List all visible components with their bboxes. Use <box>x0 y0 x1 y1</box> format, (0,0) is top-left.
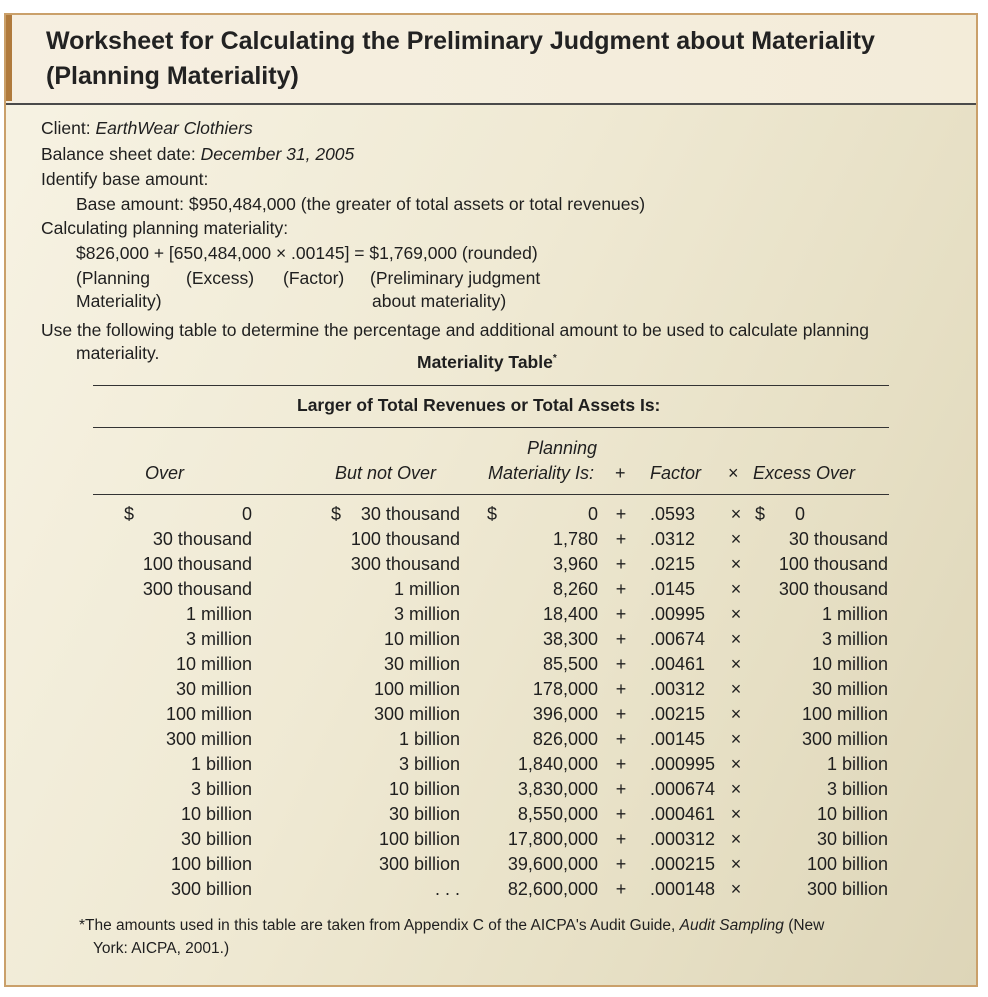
cell-factor: .00674 <box>650 629 706 649</box>
cell-plus: + <box>615 854 627 874</box>
col-header-plus: + <box>615 463 626 483</box>
cell-planning: 18,400 <box>542 604 598 624</box>
worksheet-title-line-2: (Planning Materiality) <box>46 62 299 90</box>
cell-plus: + <box>615 679 627 699</box>
cell-plus: + <box>615 829 627 849</box>
cell-excess: 300 thousand <box>778 579 888 599</box>
cell-factor: .00461 <box>650 654 706 674</box>
cell-factor: .0593 <box>650 504 696 524</box>
cell-factor: .0312 <box>650 529 696 549</box>
cell-planning: 8,260 <box>552 579 598 599</box>
cell-plus: + <box>615 504 627 524</box>
col-header-over: Over <box>145 463 185 483</box>
cell-over: 30 million <box>175 679 252 699</box>
col-header-excess-over: Excess Over <box>753 463 856 483</box>
cell-but: 300 thousand <box>350 554 460 574</box>
cell-but: 300 million <box>373 704 460 724</box>
cell-times: × <box>730 704 742 724</box>
cell-but: 100 thousand <box>350 529 460 549</box>
cell-plus: + <box>615 529 627 549</box>
col-header-but-not-over: But not Over <box>335 463 437 483</box>
identify-base-heading: Identify base amount: <box>41 169 209 189</box>
cell-plus: + <box>615 729 627 749</box>
cell-times: × <box>730 529 742 549</box>
cell-planning: 3,830,000 <box>517 779 598 799</box>
cell-over-sym: $ <box>124 504 135 524</box>
worksheet-title-line-1: Worksheet for Calculating the Preliminary Judgment about Materiality <box>46 27 875 55</box>
cell-excess: 10 million <box>811 654 888 674</box>
footnote-book-title: Audit Sampling <box>679 917 784 934</box>
col-header-factor: Factor <box>650 463 702 483</box>
cell-excess: 100 million <box>801 704 888 724</box>
cell-excess: 30 thousand <box>788 529 888 549</box>
cell-over: 3 million <box>185 629 252 649</box>
formula-label-excess: (Excess) <box>186 268 255 288</box>
materiality-table-title <box>417 354 557 372</box>
cell-plus: + <box>615 879 627 899</box>
cell-but: 3 billion <box>398 754 460 774</box>
cell-times: × <box>730 629 742 649</box>
cell-plus: + <box>615 804 627 824</box>
cell-but: . . . <box>434 879 460 899</box>
cell-but: 10 million <box>383 629 460 649</box>
cell-plus: + <box>615 604 627 624</box>
cell-excess: 30 million <box>811 679 888 699</box>
formula-label-factor: (Factor) <box>283 268 345 288</box>
cell-planning: 1,780 <box>552 529 598 549</box>
cell-but: 10 billion <box>388 779 460 799</box>
formula-label-prelim-2: about materiality) <box>372 291 507 311</box>
cell-over: 10 million <box>175 654 252 674</box>
cell-plus: + <box>615 704 627 724</box>
cell-planning: 39,600,000 <box>507 854 598 874</box>
table-group-header: Larger of Total Revenues or Total Assets Is: <box>297 395 661 415</box>
formula-label-planning: (Planning <box>76 268 150 288</box>
cell-plus: + <box>615 654 627 674</box>
cell-times: × <box>730 604 742 624</box>
cell-times: × <box>730 679 742 699</box>
cell-over: 1 million <box>185 604 252 624</box>
col-header-planning-1: Planning <box>527 438 598 458</box>
cell-planning: 0 <box>587 504 598 524</box>
cell-times: × <box>730 829 742 849</box>
cell-times: × <box>730 654 742 674</box>
cell-planning: 85,500 <box>542 654 598 674</box>
cell-factor: .000148 <box>650 879 716 899</box>
cell-excess: 300 million <box>801 729 888 749</box>
cell-over: 3 billion <box>190 779 252 799</box>
date-label: Balance sheet date: <box>41 144 201 164</box>
cell-plus: + <box>615 629 627 649</box>
cell-planning: 8,550,000 <box>517 804 598 824</box>
footnote-text-c: (New <box>783 917 825 934</box>
cell-times: × <box>730 779 742 799</box>
cell-factor: .000674 <box>650 779 716 799</box>
cell-plus: + <box>615 779 627 799</box>
cell-over: 30 thousand <box>152 529 252 549</box>
cell-but: 30 million <box>383 654 460 674</box>
cell-but-sym: $ <box>331 504 342 524</box>
cell-factor: .000312 <box>650 829 716 849</box>
cell-times: × <box>730 729 742 749</box>
cell-over: 100 million <box>165 704 252 724</box>
base-amount-line: Base amount: $950,484,000 (the greater of total assets or total revenues) <box>76 194 646 214</box>
cell-excess: 10 billion <box>816 804 888 824</box>
cell-excess: 3 billion <box>826 779 888 799</box>
cell-over: 30 billion <box>180 829 252 849</box>
col-header-planning-2: Materiality Is: <box>488 463 595 483</box>
cell-factor: .0145 <box>650 579 696 599</box>
table-header-rule <box>93 494 889 495</box>
cell-excess: 30 billion <box>816 829 888 849</box>
cell-excess: 1 billion <box>826 754 888 774</box>
cell-over: 300 thousand <box>142 579 252 599</box>
instruction-line-1: Use the following table to determine the percentage and additional amount to be used to calculate planning <box>41 320 869 340</box>
cell-but: 3 million <box>393 604 460 624</box>
cell-planning: 3,960 <box>552 554 598 574</box>
calc-heading: Calculating planning materiality: <box>41 218 289 238</box>
cell-factor: .000995 <box>650 754 716 774</box>
cell-planning: 826,000 <box>532 729 598 749</box>
cell-but: 30 billion <box>388 804 460 824</box>
cell-but: 1 million <box>393 579 460 599</box>
cell-factor: .000215 <box>650 854 716 874</box>
table-group-rule <box>93 427 889 428</box>
cell-times: × <box>730 879 742 899</box>
col-header-times: × <box>728 463 739 483</box>
cell-excess: 0 <box>794 504 805 524</box>
cell-but: 100 billion <box>378 829 460 849</box>
instruction-line-2: materiality. <box>76 343 160 363</box>
cell-excess-sym: $ <box>755 504 766 524</box>
cell-excess: 3 million <box>821 629 888 649</box>
table-top-rule <box>93 385 889 386</box>
cell-planning: 1,840,000 <box>517 754 598 774</box>
cell-factor: .00145 <box>650 729 706 749</box>
footnote-line-2: York: AICPA, 2001.) <box>93 940 230 957</box>
cell-planning: 178,000 <box>532 679 598 699</box>
footnote-line-1 <box>79 918 824 934</box>
title-band <box>6 15 976 105</box>
cell-plus: + <box>615 579 627 599</box>
cell-excess: 300 billion <box>806 879 888 899</box>
cell-times: × <box>730 554 742 574</box>
cell-but: 300 billion <box>378 854 460 874</box>
formula-label-planning-2: Materiality) <box>76 291 162 311</box>
client-name: EarthWear Clothiers <box>95 118 253 138</box>
cell-factor: .00995 <box>650 604 706 624</box>
cell-factor: .0215 <box>650 554 696 574</box>
cell-but: 1 billion <box>398 729 460 749</box>
cell-times: × <box>730 854 742 874</box>
cell-times: × <box>730 579 742 599</box>
cell-plan-sym: $ <box>487 504 498 524</box>
cell-over: 100 thousand <box>142 554 252 574</box>
cell-excess: 1 million <box>821 604 888 624</box>
cell-excess: 100 thousand <box>778 554 888 574</box>
footnote-text-a: *The amounts used in this table are taken from Appendix C of the AICPA's Audit Guide, <box>79 917 680 934</box>
cell-planning: 396,000 <box>532 704 598 724</box>
cell-over: 10 billion <box>180 804 252 824</box>
cell-times: × <box>730 804 742 824</box>
client-label: Client: <box>41 118 96 138</box>
date-line <box>41 146 354 164</box>
client-line <box>41 120 253 138</box>
cell-plus: + <box>615 554 627 574</box>
cell-factor: .000461 <box>650 804 716 824</box>
cell-times: × <box>730 504 742 524</box>
balance-sheet-date: December 31, 2005 <box>200 144 355 164</box>
table-title-text: Materiality Table <box>417 352 553 372</box>
cell-planning: 38,300 <box>542 629 598 649</box>
cell-over: 100 billion <box>170 854 252 874</box>
cell-over: 300 billion <box>170 879 252 899</box>
cell-over: 1 billion <box>190 754 252 774</box>
cell-planning: 17,800,000 <box>507 829 598 849</box>
table-title-footnote-mark: * <box>552 353 557 365</box>
cell-planning: 82,600,000 <box>507 879 598 899</box>
cell-but: 30 thousand <box>360 504 460 524</box>
formula-label-prelim: (Preliminary judgment <box>370 268 541 288</box>
formula-line: $826,000 + [650,484,000 × .00145] = $1,769,000 (rounded) <box>76 243 538 263</box>
cell-over: 300 million <box>165 729 252 749</box>
cell-over: 0 <box>241 504 252 524</box>
cell-factor: .00312 <box>650 679 706 699</box>
cell-excess: 100 billion <box>806 854 888 874</box>
cell-plus: + <box>615 754 627 774</box>
cell-factor: .00215 <box>650 704 706 724</box>
cell-but: 100 million <box>373 679 460 699</box>
cell-times: × <box>730 754 742 774</box>
